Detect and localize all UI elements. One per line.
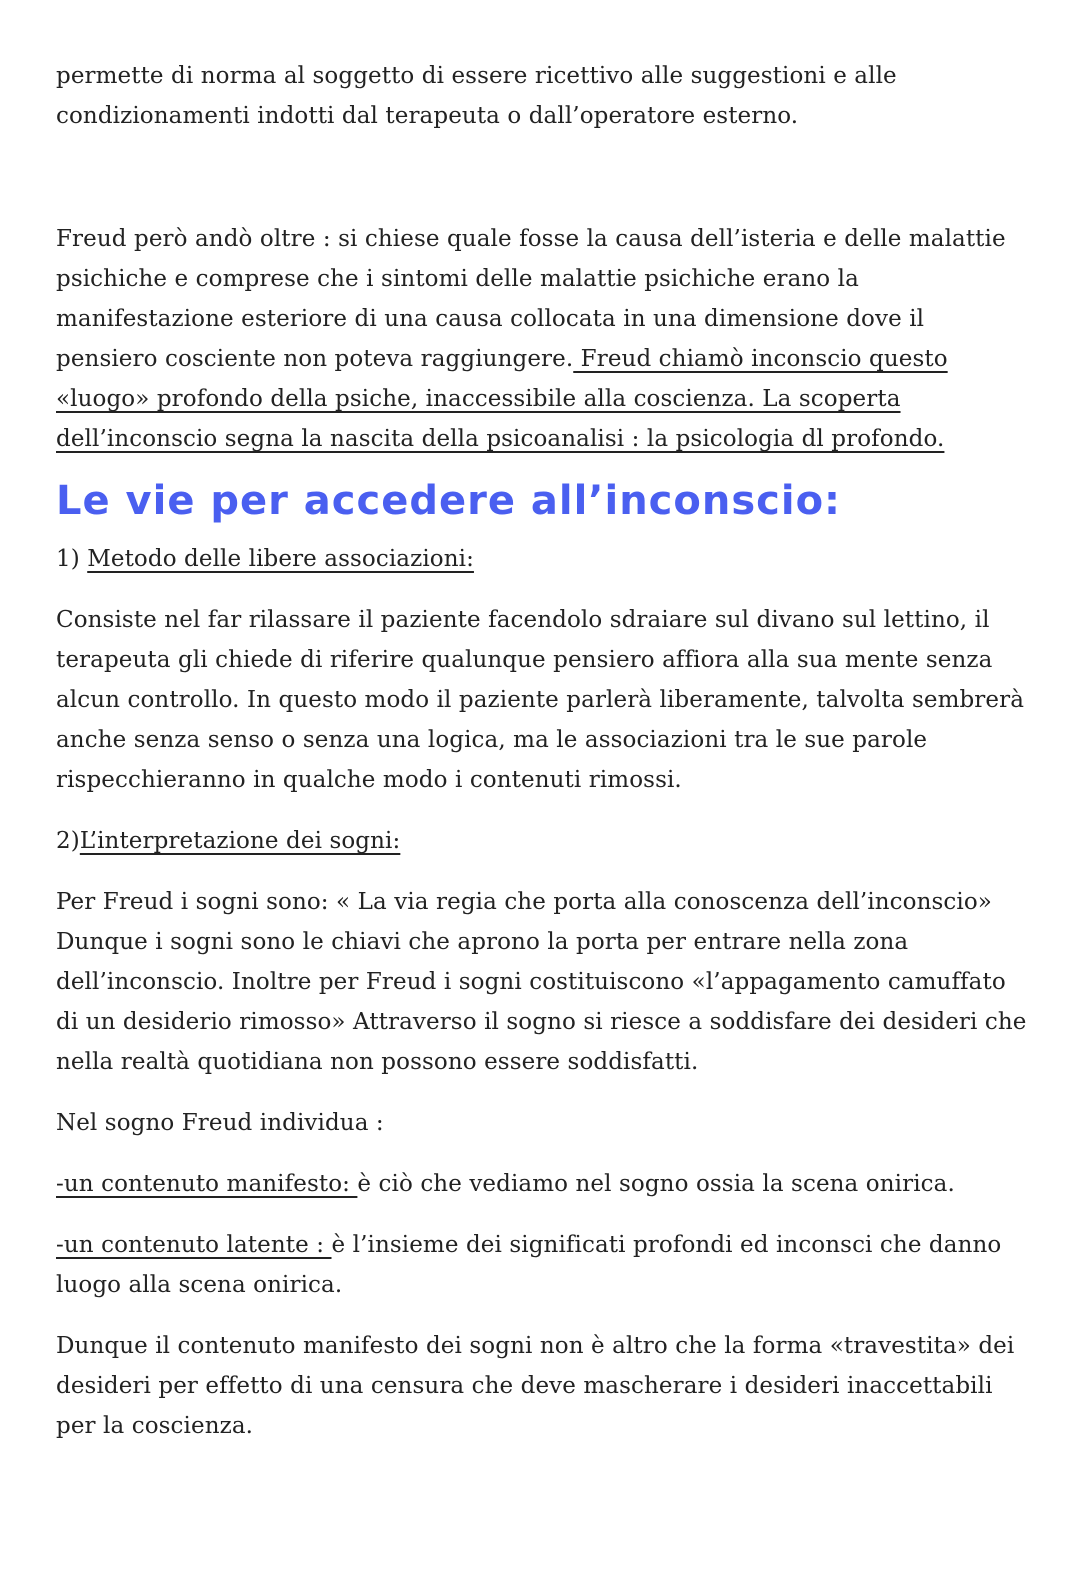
freud-paragraph xyxy=(56,219,1031,459)
method-1-number: 1) xyxy=(56,546,88,572)
section-heading: Le vie per accedere all’inconscio: xyxy=(56,478,842,524)
manifest-content-text: è ciò che vediamo nel sogno ossia la scena onirica. xyxy=(357,1171,955,1197)
latent-content-label: -un contenuto latente : xyxy=(56,1232,332,1258)
manifest-content-label: -un contenuto manifesto: xyxy=(56,1171,358,1197)
latent-content-item xyxy=(56,1225,1031,1305)
method-2-number: 2) xyxy=(56,828,80,854)
intro-line-2: condizionamenti indotti dal terapeuta o dall’operatore esterno. xyxy=(56,103,799,129)
method-1-title xyxy=(56,539,1031,579)
manifest-content-item xyxy=(56,1164,1031,1204)
conclusion-paragraph: Dunque il contenuto manifesto dei sogni non è altro che la forma «travestita» dei desideri per effetto di una censura che deve mascherare i desideri inaccettabili per la coscienza. xyxy=(56,1333,1015,1439)
method-1-body: Consiste nel far rilassare il paziente facendolo sdraiare sul divano sul lettino, il terapeuta gli chiede di riferire qualunque pensiero affiora alla sua mente senza alcun controllo. In questo modo il paziente parlerà liberamente, talvolta sembrerà anche senza senso o senza una logica, ma le associazioni tra le sue parole rispecchieranno in qualche modo i contenuti rimossi. xyxy=(56,607,1025,793)
latent-content-text: è l’insieme dei significati profondi ed inconsci che danno luogo alla scena onirica. xyxy=(56,1232,1002,1298)
method-2-label: L’interpretazione dei sogni: xyxy=(79,828,401,854)
method-2-title xyxy=(56,821,1031,861)
dream-intro: Nel sogno Freud individua : xyxy=(56,1110,384,1136)
intro-paragraph xyxy=(56,56,1031,136)
method-2-body: Per Freud i sogni sono: « La via regia che porta alla conoscenza dell’inconscio» Dunque i sogni sono le chiavi che aprono la porta per entrare nella zona dell’inconscio. Inoltre per Freud i sogni costituiscono «l’appagamento camuffato di un desiderio rimosso» Attraverso il sogno si riesce a soddisfare dei desideri che nella realtà quotidiana non possono essere soddisfatti. xyxy=(56,889,1027,1075)
intro-line-1: permette di norma al soggetto di essere ricettivo alle suggestioni e alle xyxy=(56,63,897,89)
freud-underlined-text: Freud chiamò inconscio questo «luogo» profondo della psiche, inaccessibile alla coscienza. La scoperta dell’inconscio segna la nascita della psicoanalisi : la psicologia dl profondo. xyxy=(56,346,948,452)
method-1-label: Metodo delle libere associazioni: xyxy=(87,546,474,572)
freud-text: Freud però andò oltre : si chiese quale fosse la causa dell’isteria e delle malattie psichiche e comprese che i sintomi delle malattie psichiche erano la manifestazione esteriore di una causa collocata in una dimensione dove il pensiero cosciente non poteva raggiungere. xyxy=(56,226,1006,372)
document-page xyxy=(56,56,1031,1446)
